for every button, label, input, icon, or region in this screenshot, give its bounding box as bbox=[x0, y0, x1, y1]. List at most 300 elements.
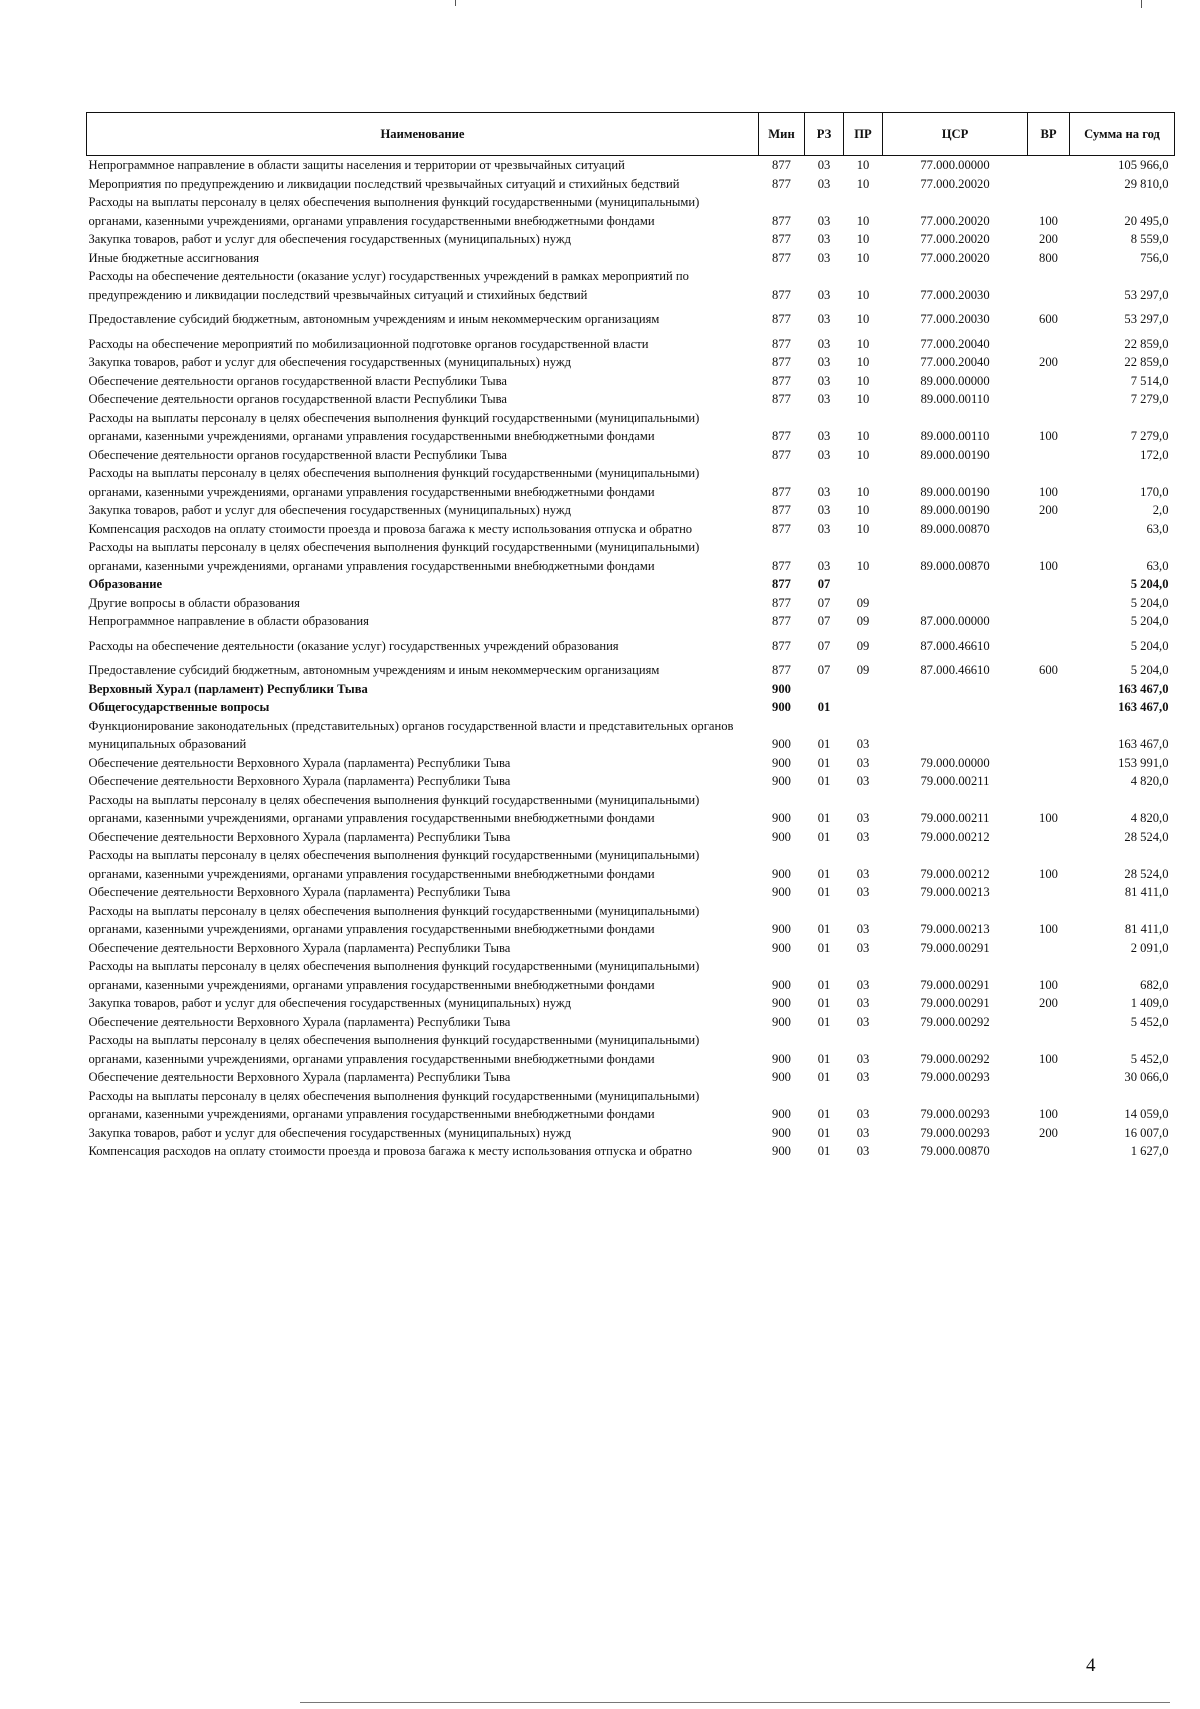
cell-rz: 03 bbox=[817, 176, 831, 191]
cell-min: 900 bbox=[772, 1144, 791, 1158]
header-min: Мин bbox=[759, 113, 805, 156]
cell-rz: 01 bbox=[817, 996, 831, 1010]
cell-vr: 200 bbox=[1039, 232, 1058, 246]
cell-vr: 200 bbox=[1039, 996, 1058, 1010]
cell-csr: 77.000.20040 bbox=[920, 355, 990, 369]
cell-vr: 100 bbox=[1039, 977, 1058, 992]
cell-rz: 01 bbox=[817, 977, 831, 992]
cell-min: 900 bbox=[772, 829, 791, 844]
cell-rz: 03 bbox=[817, 213, 831, 228]
cell-csr: 89.000.00870 bbox=[920, 558, 990, 573]
cell-rz: 03 bbox=[817, 250, 831, 265]
cell-csr: 87.000.46610 bbox=[920, 663, 990, 677]
cell-vr bbox=[1028, 828, 1070, 847]
scan-mark bbox=[1141, 0, 1142, 8]
cell-pr: 03 bbox=[856, 1107, 870, 1121]
table-header bbox=[87, 113, 1175, 156]
table-row bbox=[87, 994, 1175, 1013]
cell-min: 877 bbox=[772, 373, 791, 388]
cell-min: 877 bbox=[772, 595, 791, 610]
cell-min: 877 bbox=[772, 176, 791, 191]
cell-min: 877 bbox=[772, 663, 791, 677]
table-row bbox=[87, 390, 1175, 409]
bottom-rule bbox=[300, 1702, 1170, 1703]
cell-csr: 79.000.00293 bbox=[920, 1107, 990, 1121]
cell-pr: 10 bbox=[856, 213, 870, 228]
cell-vr bbox=[1028, 631, 1070, 656]
cell-sum: 163 467,0 bbox=[1118, 700, 1169, 714]
cell-name: Закупка товаров, работ и услуг для обеспечения государственных (муниципальных) нужд bbox=[88, 1125, 571, 1140]
cell-name: Расходы на обеспечение деятельности (оказание услуг) государственных учреждений в рамках мероприятий по предупреждению и ликвидации последствий чрезвычайных ситуаций и стихийных бедствий bbox=[88, 269, 689, 302]
table-row bbox=[87, 631, 1175, 656]
cell-rz: 01 bbox=[817, 737, 831, 751]
cell-vr bbox=[1028, 329, 1070, 354]
table-row bbox=[87, 828, 1175, 847]
cell-vr: 600 bbox=[1039, 663, 1058, 677]
table-row bbox=[87, 501, 1175, 520]
cell-rz: 07 bbox=[817, 663, 831, 677]
header-vr: ВР bbox=[1028, 113, 1070, 156]
cell-csr: 79.000.00292 bbox=[920, 1014, 990, 1029]
cell-name: Расходы на выплаты персоналу в целях обеспечения выполнения функций государственными (муниципальными) органами, казенными учреждениями, органами управления государственными внебюджетными фондами bbox=[88, 903, 700, 936]
cell-csr: 79.000.00293 bbox=[920, 1070, 990, 1084]
cell-pr: 03 bbox=[856, 755, 870, 770]
cell-csr: 79.000.00213 bbox=[920, 885, 990, 899]
table-row bbox=[87, 230, 1175, 249]
table-row bbox=[87, 538, 1175, 575]
cell-min: 877 bbox=[772, 503, 791, 517]
cell-pr bbox=[844, 575, 883, 594]
table-row bbox=[87, 754, 1175, 773]
cell-pr: 03 bbox=[856, 1144, 870, 1158]
cell-csr: 77.000.20020 bbox=[920, 250, 990, 265]
cell-pr: 03 bbox=[856, 940, 870, 955]
cell-name: Расходы на выплаты персоналу в целях обеспечения выполнения функций государственными (муниципальными) органами, казенными учреждениями, органами управления государственными внебюджетными фондами bbox=[88, 540, 700, 573]
cell-vr bbox=[1028, 372, 1070, 391]
cell-vr: 200 bbox=[1039, 1125, 1058, 1140]
header-csr: ЦСР bbox=[883, 113, 1028, 156]
cell-min: 900 bbox=[772, 811, 791, 825]
cell-csr: 79.000.00291 bbox=[920, 977, 990, 992]
cell-sum: 682,0 bbox=[1140, 977, 1169, 992]
cell-sum: 20 495,0 bbox=[1124, 213, 1169, 228]
cell-vr: 600 bbox=[1039, 312, 1058, 326]
cell-vr bbox=[1028, 883, 1070, 902]
cell-pr: 10 bbox=[856, 503, 870, 517]
cell-rz: 03 bbox=[817, 336, 831, 351]
cell-name: Обеспечение деятельности Верховного Хурала (парламента) Республики Тыва bbox=[88, 829, 511, 844]
cell-rz: 03 bbox=[817, 484, 831, 499]
cell-rz: 03 bbox=[817, 429, 831, 443]
cell-csr: 77.000.00000 bbox=[920, 158, 990, 172]
table-row bbox=[87, 594, 1175, 613]
cell-sum: 81 411,0 bbox=[1124, 885, 1169, 899]
page-number: 4 bbox=[1086, 1655, 1096, 1676]
cell-rz: 03 bbox=[817, 447, 831, 462]
cell-csr: 89.000.00870 bbox=[920, 521, 990, 536]
cell-min: 877 bbox=[772, 447, 791, 462]
cell-rz: 01 bbox=[817, 885, 831, 899]
table-body bbox=[87, 156, 1175, 1161]
cell-rz: 07 bbox=[817, 595, 831, 610]
cell-name: Расходы на выплаты персоналу в целях обеспечения выполнения функций государственными (муниципальными) органами, казенными учреждениями, органами управления государственными внебюджетными фондами bbox=[88, 1088, 700, 1121]
cell-sum: 172,0 bbox=[1140, 447, 1169, 462]
cell-sum: 7 279,0 bbox=[1130, 429, 1169, 443]
cell-name: Верховный Хурал (парламент) Республики Тыва bbox=[88, 681, 368, 696]
cell-min: 877 bbox=[772, 614, 791, 628]
cell-min: 877 bbox=[772, 287, 791, 302]
cell-csr bbox=[883, 680, 1028, 699]
cell-vr: 100 bbox=[1039, 484, 1058, 499]
cell-rz: 01 bbox=[817, 1107, 831, 1121]
cell-csr: 89.000.00110 bbox=[920, 429, 990, 443]
cell-name: Компенсация расходов на оплату стоимости проезда и провоза багажа к месту использования отпуска и обратно bbox=[88, 1144, 693, 1158]
table-row bbox=[87, 680, 1175, 699]
cell-vr: 100 bbox=[1039, 1051, 1058, 1066]
cell-sum: 5 204,0 bbox=[1130, 577, 1169, 591]
cell-sum: 5 204,0 bbox=[1130, 595, 1169, 610]
cell-sum: 2,0 bbox=[1152, 503, 1169, 517]
header-rz: РЗ bbox=[805, 113, 844, 156]
cell-min: 900 bbox=[772, 866, 791, 881]
cell-name: Обеспечение деятельности Верховного Хурала (парламента) Республики Тыва bbox=[88, 885, 511, 899]
cell-vr bbox=[1028, 267, 1070, 304]
cell-sum: 28 524,0 bbox=[1124, 829, 1169, 844]
cell-name: Обеспечение деятельности Верховного Хурала (парламента) Республики Тыва bbox=[88, 1014, 511, 1029]
cell-csr: 89.000.00190 bbox=[920, 447, 990, 462]
table-row bbox=[87, 772, 1175, 791]
cell-pr: 10 bbox=[856, 250, 870, 265]
cell-name: Другие вопросы в области образования bbox=[88, 595, 300, 610]
table-row bbox=[87, 717, 1175, 754]
cell-min: 877 bbox=[772, 558, 791, 573]
cell-pr: 03 bbox=[856, 885, 870, 899]
cell-sum: 8 559,0 bbox=[1130, 232, 1169, 246]
cell-name: Непрограммное направление в области образования bbox=[88, 614, 369, 628]
table-row bbox=[87, 1031, 1175, 1068]
cell-min: 900 bbox=[772, 1014, 791, 1029]
cell-pr: 10 bbox=[856, 312, 870, 326]
cell-pr: 10 bbox=[856, 287, 870, 302]
cell-sum: 1 627,0 bbox=[1130, 1144, 1169, 1158]
cell-min: 900 bbox=[772, 922, 791, 936]
cell-sum: 170,0 bbox=[1140, 484, 1169, 499]
table-row bbox=[87, 698, 1175, 717]
table-row bbox=[87, 446, 1175, 465]
cell-csr bbox=[883, 575, 1028, 594]
cell-sum: 756,0 bbox=[1140, 250, 1169, 265]
table-row bbox=[87, 1068, 1175, 1087]
cell-pr: 10 bbox=[856, 176, 870, 191]
table-row bbox=[87, 372, 1175, 391]
cell-sum: 2 091,0 bbox=[1130, 940, 1169, 955]
cell-csr: 77.000.20020 bbox=[920, 232, 990, 246]
cell-name: Расходы на выплаты персоналу в целях обеспечения выполнения функций государственными (муниципальными) органами, казенными учреждениями, органами управления государственными внебюджетными фондами bbox=[88, 848, 700, 881]
table-row bbox=[87, 304, 1175, 329]
cell-sum: 29 810,0 bbox=[1124, 176, 1169, 191]
cell-csr: 77.000.20030 bbox=[920, 312, 990, 326]
cell-pr: 03 bbox=[856, 737, 870, 751]
table-row bbox=[87, 1124, 1175, 1143]
cell-name: Образование bbox=[88, 577, 163, 591]
table-row bbox=[87, 902, 1175, 939]
cell-csr: 89.000.00000 bbox=[920, 373, 990, 388]
cell-min: 877 bbox=[772, 521, 791, 536]
cell-rz: 07 bbox=[817, 577, 831, 591]
header-name: Наименование bbox=[87, 113, 759, 156]
cell-pr bbox=[844, 698, 883, 717]
cell-min: 877 bbox=[772, 484, 791, 499]
scan-mark bbox=[455, 0, 456, 6]
cell-sum: 5 204,0 bbox=[1130, 614, 1169, 628]
table-row bbox=[87, 409, 1175, 446]
cell-vr bbox=[1028, 156, 1070, 175]
cell-pr: 10 bbox=[856, 558, 870, 573]
cell-sum: 1 409,0 bbox=[1130, 996, 1169, 1010]
table-row bbox=[87, 520, 1175, 539]
cell-min: 900 bbox=[772, 1125, 791, 1140]
cell-name: Обеспечение деятельности органов государственной власти Республики Тыва bbox=[88, 447, 507, 462]
header-pr: ПР bbox=[844, 113, 883, 156]
cell-vr bbox=[1028, 594, 1070, 613]
cell-name: Обеспечение деятельности Верховного Хурала (парламента) Республики Тыва bbox=[88, 940, 511, 955]
cell-sum: 5 452,0 bbox=[1130, 1014, 1169, 1029]
cell-name: Расходы на выплаты персоналу в целях обеспечения выполнения функций государственными (муниципальными) органами, казенными учреждениями, органами управления государственными внебюджетными фондами bbox=[88, 410, 700, 443]
cell-rz: 07 bbox=[817, 638, 831, 653]
cell-csr: 89.000.00190 bbox=[920, 503, 990, 517]
cell-vr bbox=[1028, 680, 1070, 699]
table-row bbox=[87, 1142, 1175, 1161]
cell-csr: 79.000.00213 bbox=[920, 922, 990, 936]
cell-csr: 79.000.00292 bbox=[920, 1051, 990, 1066]
cell-sum: 105 966,0 bbox=[1118, 158, 1169, 172]
cell-sum: 63,0 bbox=[1146, 521, 1169, 536]
cell-min: 900 bbox=[772, 774, 791, 788]
cell-vr bbox=[1028, 754, 1070, 773]
cell-vr bbox=[1028, 175, 1070, 194]
cell-pr: 09 bbox=[856, 663, 870, 677]
cell-pr: 10 bbox=[856, 484, 870, 499]
cell-sum: 28 524,0 bbox=[1124, 866, 1169, 881]
cell-pr: 03 bbox=[856, 774, 870, 788]
cell-rz: 03 bbox=[817, 373, 831, 388]
table-row bbox=[87, 1087, 1175, 1124]
cell-csr bbox=[883, 717, 1028, 754]
table-row bbox=[87, 249, 1175, 268]
cell-csr: 79.000.00291 bbox=[920, 940, 990, 955]
cell-sum: 163 467,0 bbox=[1118, 737, 1169, 751]
cell-csr: 79.000.00212 bbox=[920, 866, 990, 881]
cell-rz: 01 bbox=[817, 829, 831, 844]
cell-csr: 79.000.00212 bbox=[920, 829, 990, 844]
cell-rz: 01 bbox=[817, 774, 831, 788]
cell-sum: 163 467,0 bbox=[1118, 681, 1169, 696]
cell-vr bbox=[1028, 612, 1070, 631]
cell-sum: 14 059,0 bbox=[1124, 1107, 1169, 1121]
cell-min: 877 bbox=[772, 429, 791, 443]
cell-pr: 10 bbox=[856, 429, 870, 443]
cell-pr: 10 bbox=[856, 355, 870, 369]
cell-sum: 7 279,0 bbox=[1130, 392, 1169, 406]
cell-rz: 03 bbox=[817, 232, 831, 246]
cell-name: Расходы на обеспечение мероприятий по мобилизационной подготовке органов государственной власти bbox=[88, 336, 649, 351]
cell-vr bbox=[1028, 717, 1070, 754]
table-row bbox=[87, 883, 1175, 902]
cell-vr: 800 bbox=[1039, 250, 1058, 265]
cell-name: Расходы на выплаты персоналу в целях обеспечения выполнения функций государственными (муниципальными) органами, казенными учреждениями, органами управления государственными внебюджетными фондами bbox=[88, 792, 700, 825]
cell-min: 900 bbox=[772, 1051, 791, 1066]
cell-sum: 5 204,0 bbox=[1130, 638, 1169, 653]
cell-min: 900 bbox=[772, 1107, 791, 1121]
cell-pr: 10 bbox=[856, 521, 870, 536]
cell-vr: 100 bbox=[1039, 213, 1058, 228]
cell-pr: 03 bbox=[856, 1051, 870, 1066]
cell-rz: 01 bbox=[817, 940, 831, 955]
cell-rz: 03 bbox=[817, 521, 831, 536]
cell-vr: 200 bbox=[1039, 355, 1058, 369]
cell-sum: 4 820,0 bbox=[1130, 774, 1169, 788]
cell-rz: 03 bbox=[817, 503, 831, 517]
cell-pr: 10 bbox=[856, 447, 870, 462]
cell-pr: 10 bbox=[856, 336, 870, 351]
cell-rz: 03 bbox=[817, 355, 831, 369]
cell-vr bbox=[1028, 1068, 1070, 1087]
cell-min: 877 bbox=[772, 355, 791, 369]
cell-csr: 77.000.20040 bbox=[920, 336, 990, 351]
cell-rz: 03 bbox=[817, 558, 831, 573]
cell-name: Компенсация расходов на оплату стоимости проезда и провоза багажа к месту использования отпуска и обратно bbox=[88, 521, 693, 536]
cell-sum: 5 204,0 bbox=[1130, 663, 1169, 677]
table-row bbox=[87, 957, 1175, 994]
cell-name: Закупка товаров, работ и услуг для обеспечения государственных (муниципальных) нужд bbox=[88, 503, 571, 517]
cell-min: 900 bbox=[772, 940, 791, 955]
cell-min: 877 bbox=[772, 158, 791, 172]
cell-rz: 03 bbox=[817, 312, 831, 326]
cell-pr: 03 bbox=[856, 922, 870, 936]
cell-min: 900 bbox=[772, 755, 791, 770]
cell-vr: 100 bbox=[1039, 429, 1058, 443]
cell-csr: 87.000.46610 bbox=[920, 638, 990, 653]
cell-min: 900 bbox=[772, 681, 791, 696]
cell-csr: 77.000.20030 bbox=[920, 287, 990, 302]
cell-sum: 63,0 bbox=[1146, 558, 1169, 573]
cell-csr: 79.000.00211 bbox=[920, 774, 990, 788]
cell-csr: 79.000.00870 bbox=[920, 1144, 990, 1158]
cell-pr: 03 bbox=[856, 829, 870, 844]
cell-vr: 100 bbox=[1039, 1107, 1058, 1121]
cell-rz: 01 bbox=[817, 1125, 831, 1140]
header-sum: Сумма на год bbox=[1070, 113, 1175, 156]
cell-name: Обеспечение деятельности органов государственной власти Республики Тыва bbox=[88, 373, 507, 388]
cell-name: Расходы на выплаты персоналу в целях обеспечения выполнения функций государственными (муниципальными) органами, казенными учреждениями, органами управления государственными внебюджетными фондами bbox=[88, 195, 700, 228]
cell-pr: 03 bbox=[856, 1070, 870, 1084]
cell-sum: 30 066,0 bbox=[1124, 1070, 1169, 1084]
cell-pr: 10 bbox=[856, 232, 870, 246]
cell-name: Расходы на обеспечение деятельности (оказание услуг) государственных учреждений образования bbox=[88, 638, 619, 653]
cell-pr: 03 bbox=[856, 1014, 870, 1029]
cell-vr bbox=[1028, 390, 1070, 409]
cell-csr: 89.000.00110 bbox=[920, 392, 990, 406]
cell-pr: 03 bbox=[856, 811, 870, 825]
cell-min: 900 bbox=[772, 977, 791, 992]
cell-rz: 01 bbox=[817, 700, 831, 714]
cell-vr bbox=[1028, 1142, 1070, 1161]
cell-sum: 22 859,0 bbox=[1124, 355, 1169, 369]
cell-csr: 79.000.00293 bbox=[920, 1125, 990, 1140]
cell-rz: 03 bbox=[817, 158, 831, 172]
cell-pr: 10 bbox=[856, 392, 870, 406]
table-row bbox=[87, 353, 1175, 372]
cell-csr: 79.000.00000 bbox=[920, 755, 990, 770]
cell-pr bbox=[844, 680, 883, 699]
cell-sum: 53 297,0 bbox=[1124, 287, 1169, 302]
cell-sum: 153 991,0 bbox=[1118, 755, 1169, 770]
cell-name: Иные бюджетные ассигнования bbox=[88, 250, 260, 265]
cell-rz: 01 bbox=[817, 1051, 831, 1066]
cell-min: 877 bbox=[772, 312, 791, 326]
cell-pr: 10 bbox=[856, 158, 870, 172]
cell-vr: 100 bbox=[1039, 922, 1058, 936]
cell-rz: 01 bbox=[817, 811, 831, 825]
cell-pr: 09 bbox=[856, 614, 870, 628]
cell-rz: 01 bbox=[817, 922, 831, 936]
cell-sum: 7 514,0 bbox=[1130, 373, 1169, 388]
cell-name: Общегосударственные вопросы bbox=[88, 700, 270, 714]
cell-pr: 03 bbox=[856, 1125, 870, 1140]
cell-vr: 200 bbox=[1039, 503, 1058, 517]
cell-sum: 4 820,0 bbox=[1130, 811, 1169, 825]
cell-name: Расходы на выплаты персоналу в целях обеспечения выполнения функций государственными (муниципальными) органами, казенными учреждениями, органами управления государственными внебюджетными фондами bbox=[88, 959, 700, 992]
cell-pr: 03 bbox=[856, 866, 870, 881]
table-row bbox=[87, 156, 1175, 175]
cell-rz: 03 bbox=[817, 392, 831, 406]
table-row bbox=[87, 575, 1175, 594]
cell-vr: 100 bbox=[1039, 811, 1058, 825]
cell-name: Закупка товаров, работ и услуг для обеспечения государственных (муниципальных) нужд bbox=[88, 232, 571, 246]
cell-vr: 100 bbox=[1039, 866, 1058, 881]
cell-sum: 53 297,0 bbox=[1124, 312, 1169, 326]
table-row bbox=[87, 655, 1175, 680]
cell-min: 900 bbox=[772, 700, 791, 714]
cell-pr: 03 bbox=[856, 977, 870, 992]
budget-table bbox=[86, 112, 1175, 1161]
cell-name: Предоставление субсидий бюджетным, автономным учреждениям и иным некоммерческим организациям bbox=[88, 312, 660, 326]
cell-vr bbox=[1028, 520, 1070, 539]
table-row bbox=[87, 464, 1175, 501]
cell-min: 877 bbox=[772, 213, 791, 228]
cell-csr: 79.000.00211 bbox=[920, 811, 990, 825]
cell-min: 877 bbox=[772, 336, 791, 351]
cell-pr: 10 bbox=[856, 373, 870, 388]
cell-sum: 22 859,0 bbox=[1124, 336, 1169, 351]
cell-min: 900 bbox=[772, 885, 791, 899]
cell-name: Предоставление субсидий бюджетным, автономным учреждениям и иным некоммерческим организациям bbox=[88, 663, 660, 677]
cell-vr bbox=[1028, 698, 1070, 717]
cell-rz bbox=[805, 680, 844, 699]
cell-sum: 16 007,0 bbox=[1124, 1125, 1169, 1140]
cell-rz: 01 bbox=[817, 1144, 831, 1158]
table-row bbox=[87, 193, 1175, 230]
cell-sum: 5 452,0 bbox=[1130, 1051, 1169, 1066]
cell-pr: 09 bbox=[856, 638, 870, 653]
cell-name: Мероприятия по предупреждению и ликвидации последствий чрезвычайных ситуаций и стихийных бедствий bbox=[88, 176, 680, 191]
cell-csr: 89.000.00190 bbox=[920, 484, 990, 499]
cell-vr bbox=[1028, 1013, 1070, 1032]
cell-name: Обеспечение деятельности Верховного Хурала (парламента) Республики Тыва bbox=[88, 774, 511, 788]
cell-min: 900 bbox=[772, 1070, 791, 1084]
cell-rz: 01 bbox=[817, 1070, 831, 1084]
cell-csr: 79.000.00291 bbox=[920, 996, 990, 1010]
